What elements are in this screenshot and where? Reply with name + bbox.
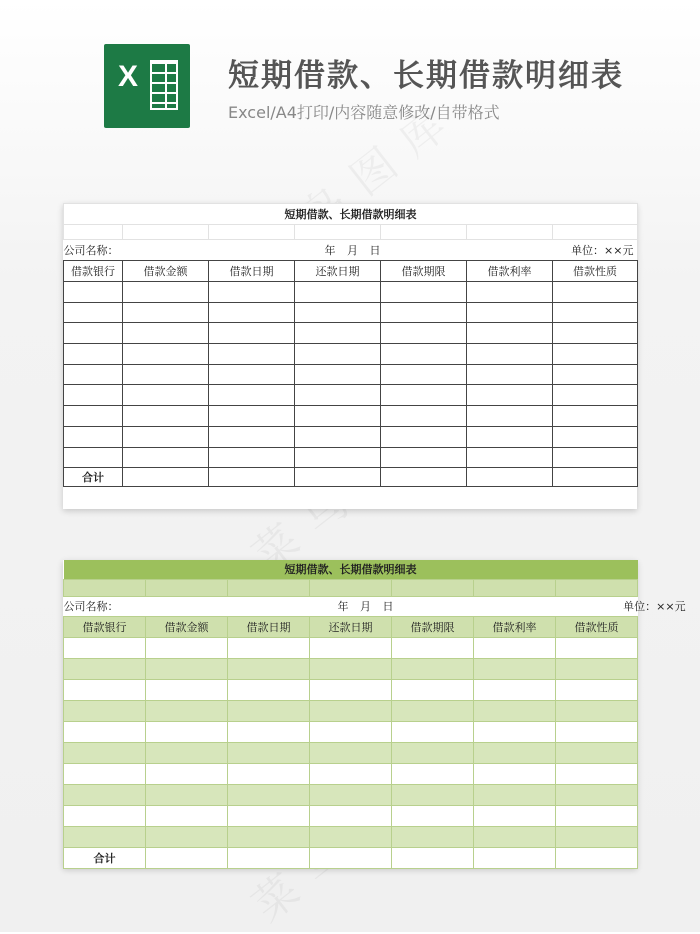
cell bbox=[556, 658, 638, 679]
cell bbox=[228, 763, 310, 784]
logo-letter: X bbox=[118, 60, 139, 93]
excel-logo-icon bbox=[104, 44, 190, 128]
cell bbox=[553, 406, 638, 427]
cell bbox=[146, 763, 228, 784]
cell bbox=[295, 426, 381, 447]
page-title: 短期借款、长期借款明细表 bbox=[228, 58, 624, 94]
cell bbox=[310, 721, 392, 742]
table-row bbox=[64, 282, 638, 303]
cell bbox=[64, 742, 146, 763]
total-label: 合计 bbox=[64, 468, 123, 487]
table-row bbox=[64, 658, 638, 679]
cell bbox=[467, 302, 553, 323]
cell bbox=[467, 426, 553, 447]
cell bbox=[381, 468, 467, 487]
table-row bbox=[64, 302, 638, 323]
cell bbox=[553, 468, 638, 487]
cell bbox=[474, 579, 556, 596]
cell bbox=[392, 700, 474, 721]
cell bbox=[123, 364, 209, 385]
cell bbox=[146, 579, 228, 596]
cell bbox=[64, 826, 146, 847]
column-header: 借款银行 bbox=[64, 261, 123, 282]
cell bbox=[295, 282, 381, 303]
cell bbox=[228, 700, 310, 721]
cell bbox=[474, 679, 556, 700]
cell bbox=[467, 406, 553, 427]
cell bbox=[392, 637, 474, 658]
column-header: 还款日期 bbox=[295, 261, 381, 282]
cell bbox=[381, 426, 467, 447]
cell bbox=[146, 784, 228, 805]
cell bbox=[556, 700, 638, 721]
cell bbox=[64, 579, 146, 596]
cell bbox=[64, 323, 123, 344]
cell bbox=[146, 658, 228, 679]
table-row bbox=[64, 805, 638, 826]
cell bbox=[310, 763, 392, 784]
cell bbox=[467, 225, 553, 240]
cell bbox=[310, 579, 392, 596]
cell bbox=[474, 784, 556, 805]
cell bbox=[209, 323, 295, 344]
table-row bbox=[64, 826, 638, 847]
cell bbox=[123, 468, 209, 487]
sheet-title: 短期借款、长期借款明细表 bbox=[64, 204, 638, 225]
column-header: 借款利率 bbox=[467, 261, 553, 282]
table-row bbox=[64, 385, 638, 406]
cell bbox=[474, 637, 556, 658]
unit-label-text: 单位：××元 bbox=[623, 600, 686, 613]
cell bbox=[310, 637, 392, 658]
table-row bbox=[64, 700, 638, 721]
cell bbox=[228, 742, 310, 763]
cell bbox=[381, 323, 467, 344]
cell bbox=[64, 364, 123, 385]
column-header: 借款金额 bbox=[146, 616, 228, 637]
column-header: 借款日期 bbox=[209, 261, 295, 282]
cell bbox=[474, 847, 556, 868]
column-header: 借款期限 bbox=[392, 616, 474, 637]
cell bbox=[209, 344, 295, 365]
cell bbox=[467, 385, 553, 406]
cell bbox=[146, 805, 228, 826]
cell bbox=[381, 385, 467, 406]
cell bbox=[392, 805, 474, 826]
cell bbox=[310, 658, 392, 679]
cell bbox=[556, 784, 638, 805]
cell bbox=[209, 385, 295, 406]
table-row bbox=[64, 344, 638, 365]
cell bbox=[474, 658, 556, 679]
column-header: 借款性质 bbox=[556, 616, 638, 637]
cell bbox=[123, 406, 209, 427]
unit-label bbox=[474, 596, 686, 616]
cell bbox=[556, 805, 638, 826]
company-label: 公司名称： bbox=[63, 244, 119, 257]
cell bbox=[553, 426, 638, 447]
cell bbox=[556, 637, 638, 658]
cell bbox=[64, 658, 146, 679]
cell bbox=[146, 847, 228, 868]
column-header: 借款金额 bbox=[123, 261, 209, 282]
cell bbox=[123, 323, 209, 344]
cell bbox=[64, 344, 123, 365]
cell bbox=[310, 679, 392, 700]
cell bbox=[474, 721, 556, 742]
cell bbox=[295, 406, 381, 427]
cell bbox=[553, 447, 638, 468]
table-row bbox=[64, 447, 638, 468]
cell bbox=[553, 344, 638, 365]
cell bbox=[228, 658, 310, 679]
cell bbox=[392, 742, 474, 763]
cell bbox=[467, 468, 553, 487]
cell bbox=[310, 784, 392, 805]
cell bbox=[228, 721, 310, 742]
cell bbox=[295, 447, 381, 468]
cell bbox=[146, 637, 228, 658]
cell bbox=[295, 364, 381, 385]
column-header: 借款性质 bbox=[553, 261, 638, 282]
cell bbox=[381, 364, 467, 385]
cell bbox=[64, 406, 123, 427]
page-subtitle: Excel/A4打印/内容随意修改/自带格式 bbox=[228, 103, 500, 122]
cell bbox=[392, 847, 474, 868]
cell bbox=[381, 225, 467, 240]
cell bbox=[209, 364, 295, 385]
cell bbox=[556, 826, 638, 847]
cell bbox=[381, 447, 467, 468]
cell bbox=[392, 579, 474, 596]
table-row bbox=[64, 679, 638, 700]
column-header: 借款期限 bbox=[381, 261, 467, 282]
cell bbox=[64, 282, 123, 303]
cell bbox=[228, 679, 310, 700]
cell bbox=[209, 225, 295, 240]
table-row bbox=[64, 406, 638, 427]
cell bbox=[392, 763, 474, 784]
cell bbox=[295, 323, 381, 344]
cell bbox=[310, 742, 392, 763]
cell bbox=[228, 826, 310, 847]
sheet-title: 短期借款、长期借款明细表 bbox=[64, 560, 638, 579]
cell bbox=[467, 282, 553, 303]
cell bbox=[553, 302, 638, 323]
cell bbox=[146, 700, 228, 721]
cell bbox=[64, 637, 146, 658]
column-header: 借款利率 bbox=[474, 616, 556, 637]
sheet-green bbox=[63, 560, 686, 868]
cell bbox=[123, 426, 209, 447]
cell bbox=[64, 385, 123, 406]
date-label: 年 月 日 bbox=[228, 596, 474, 616]
cell bbox=[467, 344, 553, 365]
cell bbox=[64, 805, 146, 826]
cell bbox=[392, 658, 474, 679]
cell bbox=[474, 742, 556, 763]
table-row bbox=[64, 721, 638, 742]
cell bbox=[310, 805, 392, 826]
cell bbox=[553, 225, 638, 240]
date-label: 年 月 日 bbox=[324, 244, 381, 257]
cell bbox=[474, 826, 556, 847]
cell bbox=[64, 763, 146, 784]
cell bbox=[310, 847, 392, 868]
cell bbox=[64, 426, 123, 447]
cell bbox=[64, 302, 123, 323]
cell bbox=[295, 385, 381, 406]
cell bbox=[295, 225, 381, 240]
cell bbox=[310, 826, 392, 847]
cell bbox=[553, 364, 638, 385]
cell bbox=[123, 385, 209, 406]
column-header: 借款银行 bbox=[64, 616, 146, 637]
cell bbox=[467, 323, 553, 344]
cell bbox=[556, 679, 638, 700]
cell bbox=[123, 302, 209, 323]
cell bbox=[209, 302, 295, 323]
sheet-green-table bbox=[63, 560, 686, 869]
table-row bbox=[64, 426, 638, 447]
sheet-plain-table bbox=[63, 203, 638, 487]
logo-grid-icon bbox=[150, 60, 178, 110]
cell bbox=[123, 344, 209, 365]
cell bbox=[392, 826, 474, 847]
cell bbox=[123, 225, 209, 240]
cell bbox=[392, 679, 474, 700]
cell bbox=[123, 282, 209, 303]
cell bbox=[295, 302, 381, 323]
cell bbox=[146, 721, 228, 742]
cell bbox=[467, 364, 553, 385]
cell bbox=[474, 805, 556, 826]
table-row bbox=[64, 637, 638, 658]
cell bbox=[146, 679, 228, 700]
cell bbox=[64, 447, 123, 468]
cell bbox=[295, 344, 381, 365]
cell bbox=[228, 847, 310, 868]
unit-label: 单位：××元 bbox=[571, 244, 634, 257]
cell bbox=[310, 700, 392, 721]
company-label: 公司名称： bbox=[64, 596, 228, 616]
cell bbox=[556, 579, 638, 596]
table-row bbox=[64, 784, 638, 805]
cell bbox=[392, 784, 474, 805]
cell bbox=[209, 468, 295, 487]
table-row bbox=[64, 323, 638, 344]
table-row bbox=[64, 763, 638, 784]
cell bbox=[228, 805, 310, 826]
cell bbox=[228, 637, 310, 658]
cell bbox=[228, 784, 310, 805]
cell bbox=[209, 426, 295, 447]
cell bbox=[556, 721, 638, 742]
total-label: 合计 bbox=[64, 847, 146, 868]
cell bbox=[146, 826, 228, 847]
cell bbox=[209, 406, 295, 427]
cell bbox=[553, 385, 638, 406]
cell bbox=[146, 742, 228, 763]
sheet-plain bbox=[63, 203, 637, 509]
cell bbox=[474, 763, 556, 784]
cell bbox=[64, 721, 146, 742]
cell bbox=[123, 447, 209, 468]
cell bbox=[64, 784, 146, 805]
cell bbox=[209, 282, 295, 303]
cell bbox=[64, 679, 146, 700]
cell bbox=[392, 721, 474, 742]
cell bbox=[474, 700, 556, 721]
column-header: 还款日期 bbox=[310, 616, 392, 637]
cell bbox=[381, 302, 467, 323]
cell bbox=[64, 700, 146, 721]
cell bbox=[381, 406, 467, 427]
table-row bbox=[64, 742, 638, 763]
cell bbox=[228, 579, 310, 596]
cell bbox=[295, 468, 381, 487]
cell bbox=[209, 447, 295, 468]
cell bbox=[556, 763, 638, 784]
cell bbox=[556, 847, 638, 868]
cell bbox=[467, 447, 553, 468]
cell bbox=[381, 282, 467, 303]
table-row bbox=[64, 364, 638, 385]
cell bbox=[64, 225, 123, 240]
column-header: 借款日期 bbox=[228, 616, 310, 637]
cell bbox=[381, 344, 467, 365]
cell bbox=[553, 282, 638, 303]
cell bbox=[556, 742, 638, 763]
cell bbox=[553, 323, 638, 344]
